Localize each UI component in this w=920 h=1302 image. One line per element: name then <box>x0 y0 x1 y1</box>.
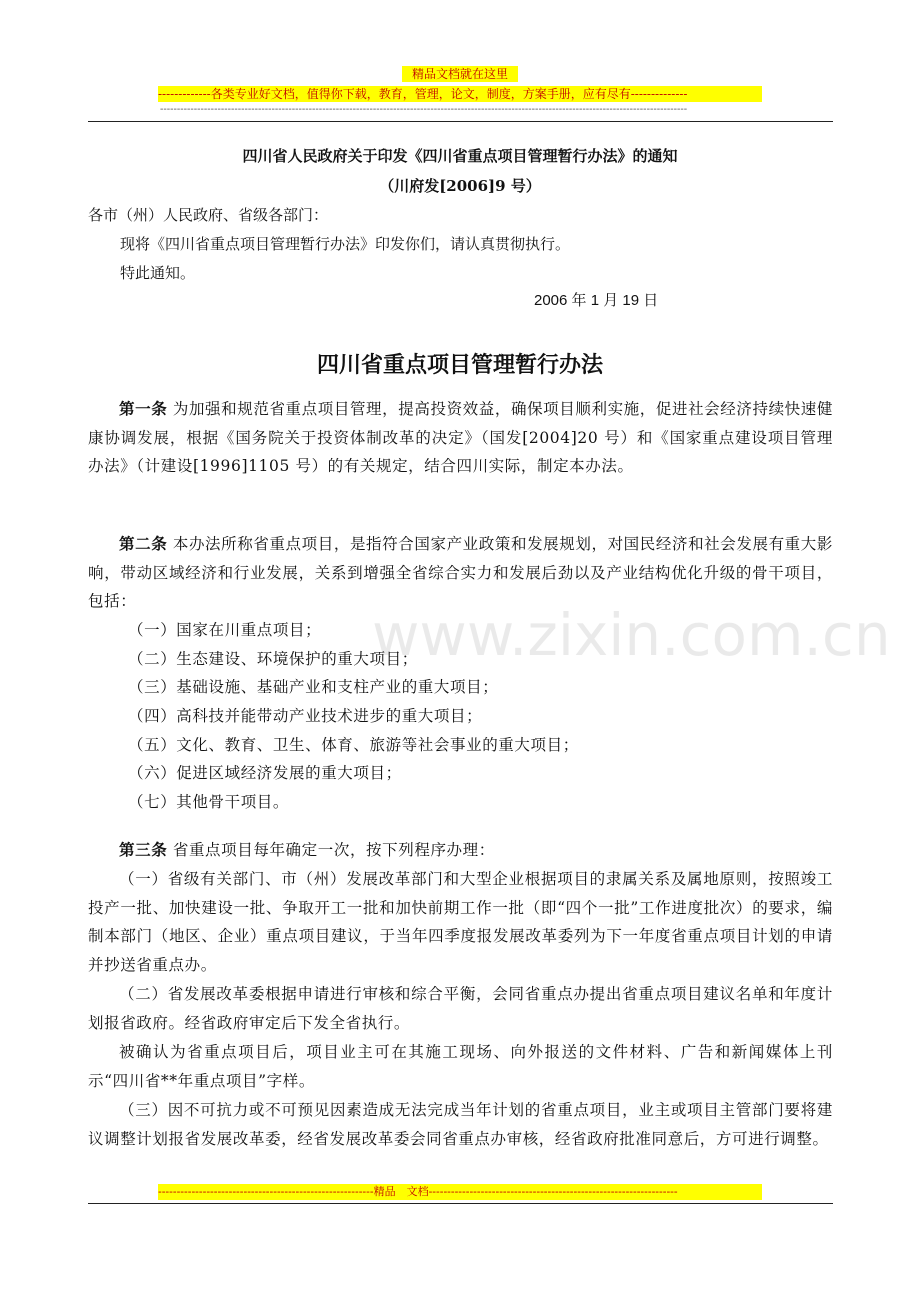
article-2-item: （七）其他骨干项目。 <box>128 793 290 811</box>
article-3-para-3: 被确认为省重点项目后，项目业主可在其施工现场、向外报送的文件材料、广告和新闻媒体上刊示“四川省**年重点项目”字样。 <box>88 1043 833 1090</box>
header-rule <box>88 121 833 122</box>
notice-date: 2006 年 1 月 19 日 <box>534 292 659 309</box>
article-2-item: （四）高科技并能带动产业技术进步的重大项目； <box>128 707 483 725</box>
article-2-item: （五）文化、教育、卫生、体育、旅游等社会事业的重大项目； <box>128 736 579 754</box>
article-3 <box>88 836 833 865</box>
article-1-label: 第一条 <box>119 399 168 418</box>
article-3-text: 省重点项目每年确定一次，按下列程序办理： <box>172 841 495 859</box>
article-2-item: （二）生态建设、环境保护的重大项目； <box>128 650 418 668</box>
notice-doc-number: （川府发[2006]9 号） <box>379 177 541 195</box>
footer-banner: ----------------------------------------------------------精品 文档------------------------------------------------------------------- <box>158 1184 762 1200</box>
article-1-text: 为加强和规范省重点项目管理，提高投资效益，确保项目顺利实施，促进社会经济持续快速健康协调发展，根据《国务院关于投资体制改革的决定》（国发[2004]20 号）和《国家重点建设项目管理办法》（计建设[1996]1105 号）的有关规定，结合四川实际，制定本办法。 <box>88 400 833 475</box>
article-2-text: 本办法所称省重点项目，是指符合国家产业政策和发展规划，对国民经济和社会发展有重大影响，带动区域经济和行业发展，关系到增强全省综合实力和发展后劲以及产业结构优化升级的骨干项目，包括： <box>88 535 833 610</box>
article-3-para-1: （一）省级有关部门、市（州）发展改革部门和大型企业根据项目的隶属关系及属地原则，按照竣工投产一批、加快建设一批、争取开工一批和加快前期工作一批（即“四个一批”工作进度批次）的要求，编制本部门（地区、企业）重点项目建议，于当年四季度报发展改革委列为下一年度省重点项目计划的申请并抄送省重点办。 <box>88 870 833 974</box>
watermark: www.zixin.com.cn <box>372 601 891 669</box>
article-2-item: （三）基础设施、基础产业和支柱产业的重大项目； <box>128 678 499 696</box>
notice-closing: 特此通知。 <box>120 264 196 282</box>
article-2 <box>88 530 833 616</box>
article-3-label: 第三条 <box>119 840 168 859</box>
article-2-item: （六）促进区域经济发展的重大项目； <box>128 764 402 782</box>
article-1 <box>88 395 833 481</box>
header-banner-title: 精品文档就在这里 <box>402 66 518 82</box>
notice-title: 四川省人民政府关于印发《四川省重点项目管理暂行办法》的通知 <box>242 147 678 165</box>
notice-addressee: 各市（州）人民政府、省级各部门： <box>88 206 329 224</box>
article-2-label: 第二条 <box>119 534 168 553</box>
article-3-para-2: （二）省发展改革委根据申请进行审核和综合平衡，会同省重点办提出省重点项目建议名单和年度计划报省政府。经省政府审定后下发全省执行。 <box>88 985 833 1032</box>
article-3-para-4: （三）因不可抗力或不可预见因素造成无法完成当年计划的省重点项目，业主或项目主管部门要将建议调整计划报省发展改革委，经省发展改革委会同省重点办审核，经省政府批准同意后，方可进行调整。 <box>88 1101 833 1148</box>
notice-body: 现将《四川省重点项目管理暂行办法》印发你们，请认真贯彻执行。 <box>120 235 571 253</box>
article-2-item: （一）国家在川重点项目； <box>128 621 322 639</box>
regulation-title: 四川省重点项目管理暂行办法 <box>316 353 603 378</box>
header-banner-subtitle: -------------各类专业好文档，值得你下载，教育，管理，论文，制度，方案手册，应有尽有-------------- <box>158 86 762 102</box>
header-dash-line: ------------------------------------------------------------------------------------------------------------------------------------------------------------ <box>160 104 688 115</box>
footer-rule <box>88 1203 833 1204</box>
